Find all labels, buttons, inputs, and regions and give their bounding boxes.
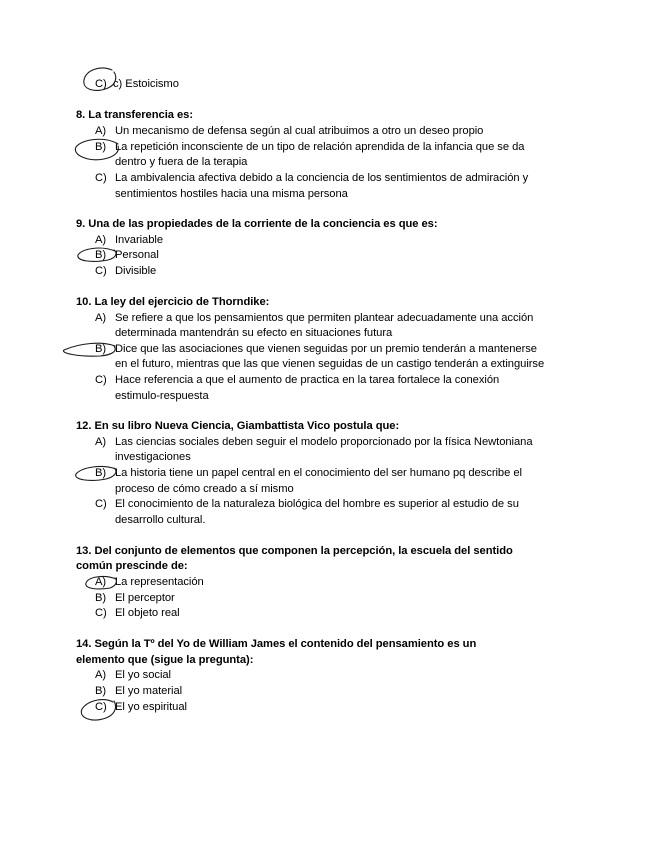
option-label: A) xyxy=(95,312,107,324)
option-text: Personal xyxy=(115,249,159,261)
option-text: La ambivalencia afectiva debido a la conciencia de los sentimientos de admiración y xyxy=(115,172,529,184)
option-text: La repetición inconsciente de un tipo de relación aprendida de la infancia que se da xyxy=(115,141,525,153)
option-text: Hace referencia a que el aumento de practica en la tarea fortalece la conexión xyxy=(115,374,500,386)
answer-circle-q10 xyxy=(63,343,115,356)
option-text: Las ciencias sociales deben seguir el modelo proporcionado por la física Newtoniana xyxy=(115,436,533,448)
option-text: Un mecanismo de defensa según al cual atribuimos a otro un deseo propio xyxy=(115,125,484,137)
option-label: B) xyxy=(95,592,107,604)
option-text: en el futuro, mientras que las que vienen seguidas de un castigo tenderán a extinguirse xyxy=(115,358,545,370)
question-title: 10. La ley del ejercicio de Thorndike: xyxy=(76,296,270,308)
option-label: C) xyxy=(95,172,107,184)
option-text: Se refiere a que los pensamientos que permiten plantear adecuadamente una acción xyxy=(115,312,534,324)
option-label: A) xyxy=(95,125,107,137)
option-text: El perceptor xyxy=(115,592,175,604)
question-title-continued: común prescinde de: xyxy=(76,560,188,572)
option-text: Invariable xyxy=(115,234,164,246)
option-text: desarrollo cultural. xyxy=(115,514,206,526)
question-title-continued: elemento que (sigue la pregunta): xyxy=(76,654,254,666)
option-text: Dice que las asociaciones que vienen seguidas por un premio tenderán a mantenerse xyxy=(115,343,537,355)
option-label: A) xyxy=(95,436,107,448)
option-label: A) xyxy=(95,234,107,246)
option-text: determinada mantendrán su efecto en situaciones futura xyxy=(115,327,393,339)
option-label: B) xyxy=(95,141,107,153)
option-text: El conocimiento de la naturaleza biológica del hombre es superior al estudio de su xyxy=(115,498,519,510)
question-title: 13. Del conjunto de elementos que componen la percepción, la escuela del sentido xyxy=(76,545,513,557)
question-title: 9. Una de las propiedades de la corriente de la conciencia es que es: xyxy=(76,218,438,230)
question-title: 14. Según la Tº del Yo de William James el contenido del pensamiento es un xyxy=(76,638,477,650)
option-text: La representación xyxy=(115,576,204,588)
option-text: El yo espiritual xyxy=(115,701,187,713)
option-text: dentro y fuera de la terapia xyxy=(115,156,248,168)
question-title: 12. En su libro Nueva Ciencia, Giambattista Vico postula que: xyxy=(76,420,400,432)
option-text: investigaciones xyxy=(115,451,191,463)
option-label: B) xyxy=(95,467,107,479)
option-label: A) xyxy=(95,669,107,681)
option-label: C) xyxy=(95,374,107,386)
option-label: B) xyxy=(95,685,107,697)
option-label: B) xyxy=(95,343,107,355)
option-text: El yo social xyxy=(115,669,171,681)
option-label: C) xyxy=(95,498,107,510)
option-text: proceso de cómo creado a sí mismo xyxy=(115,483,294,495)
option-label: A) xyxy=(95,576,107,588)
option-label: B) xyxy=(95,249,107,261)
option-text: c) Estoicismo xyxy=(113,78,179,90)
option-label: C) xyxy=(95,701,107,713)
option-label: C) xyxy=(95,607,107,619)
option-text: El yo material xyxy=(115,685,183,697)
option-text: La historia tiene un papel central en el conocimiento del ser humano pq describe el xyxy=(115,467,522,479)
option-text: sentimientos hostiles hacia una misma persona xyxy=(115,188,348,200)
question-title: 8. La transferencia es: xyxy=(76,109,193,121)
option-text: Divisible xyxy=(115,265,157,277)
option-text: El objeto real xyxy=(115,607,180,619)
option-label: C) xyxy=(95,265,107,277)
option-text: estimulo-respuesta xyxy=(115,390,209,402)
option-label: C) xyxy=(95,78,107,90)
